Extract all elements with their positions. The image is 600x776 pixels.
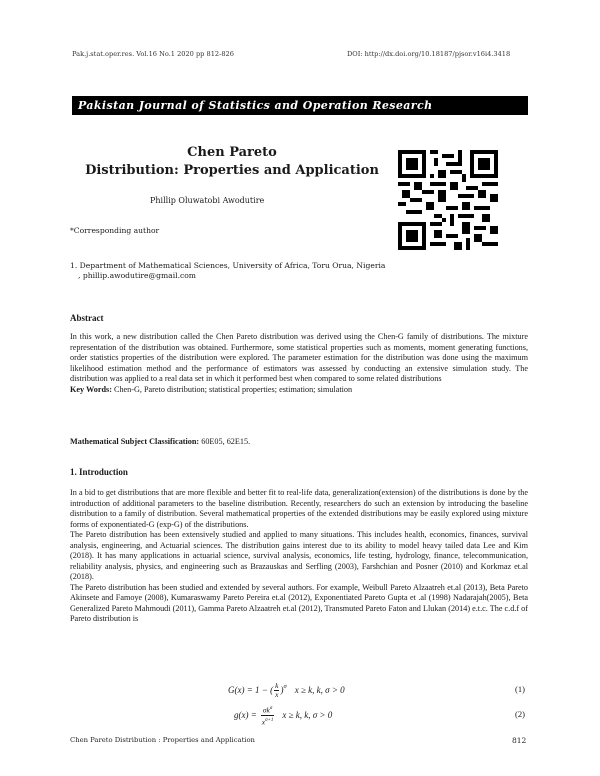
page-number: 812: [512, 736, 527, 745]
abstract-text: In this work, a new distribution called the Chen Pareto distribution was derived using the Chen-G family of distributions. The mixture representation of the distribution was obtained. Furthermore, some statistical properties such as moments, moment generating functions, order statistics properties of the distribution were explored. The parameter estimation for the distribution was done using the maximum likelihood estimation method and the performance of estimators was assessed by conducting an extensive simulation study. The distribution was applied to a real data set in which it performed best when compared to some related distributions: [70, 332, 528, 383]
equation-2: [234, 703, 332, 727]
eq1-condition: x ≥ k, k, σ > 0: [294, 685, 345, 695]
introduction-heading: 1. Introduction: [70, 467, 128, 477]
equation-1: [228, 678, 345, 702]
keywords: [70, 385, 528, 396]
journal-banner: [72, 96, 528, 115]
paper-title: [42, 144, 422, 180]
title-line-1: Chen Pareto: [187, 145, 277, 160]
author-email[interactable]: , phillip.awodutire@gmail.com: [78, 271, 197, 280]
msc-label: Mathematical Subject Classification:: [70, 437, 200, 446]
eq2-den-power: σ+1: [265, 717, 274, 723]
abstract-heading: Abstract: [70, 313, 104, 323]
eq2-condition: x ≥ k, k, σ > 0: [282, 710, 333, 720]
eq1-fraction: [274, 682, 279, 699]
keywords-text: Chen-G, Pareto distribution; statistical properties; estimation; simulation: [113, 384, 353, 394]
equation-1-number: (1): [515, 684, 525, 694]
eq1-denominator: x: [275, 689, 279, 699]
eq2-num-base: σk: [262, 705, 270, 715]
intro-paragraph-3: The Pareto distribution has been studied and extended by several authors. For example, Weibull Pareto Alzaatreh et.al (2013), Beta Pareto Akinsete and Famoye (2008), Kumaraswamy Pareto Pereira et.al (2012), Exponentiated Pareto Gupta et .al (1998) Nadarajah(2005), Beta Generalized Pareto Mahmoudi (2011), Gamma Pareto Alzaatreh et.al (2012), Transmuted Pareto Faton and Llukan (2014) e.t.c. The c.d.f of Pareto distribution is: [70, 582, 528, 623]
equation-2-number: (2): [515, 709, 525, 719]
eq2-fraction: [261, 704, 275, 726]
introduction-body: [70, 488, 528, 625]
affiliation-line: 1. Department of Mathematical Sciences, University of Africa, Toru Orua, Nigeria: [70, 261, 386, 270]
eq2-numerator: [261, 704, 275, 716]
eq1-rhs: ): [280, 685, 284, 695]
qr-code-icon: [398, 150, 498, 250]
corresponding-author-note: *Corresponding author: [70, 226, 160, 235]
journal-reference: Pak.j.stat.oper.res. Vol.16 No.1 2020 pp 812-826: [72, 50, 234, 58]
eq1-numerator: k: [275, 680, 279, 690]
msc-classification: [70, 437, 528, 448]
eq2-den-base: x: [261, 717, 266, 726]
doi-link[interactable]: DOI: http://dx.doi.org/10.18187/pjsor.v16i4.3418: [347, 50, 511, 58]
keywords-label: Key Words:: [70, 384, 112, 394]
title-line-2: Distribution: Properties and Application: [85, 163, 379, 178]
eq2-lhs: g(x) =: [234, 710, 257, 720]
eq2-denominator: [262, 716, 274, 727]
intro-paragraph-2: The Pareto distribution has been extensively studied and applied to many situations. This includes health, economics, finances, survival analysis, engineering, and Actuarial sciences. The distribution gains interest due to its ability to model heavy tailed data Lee and Kim (2018). It has many applications in actuarial science, survival analysis, economics, life testing, hydrology, finance, telecommunication, reliability analysis, physics, and engineering such as Brazauskas and Serfling (2003), Farshchian and Posner (2010) and Korkmaz et.al (2018).: [70, 530, 528, 581]
eq1-power: σ: [283, 682, 287, 690]
intro-paragraph-1: In a bid to get distributions that are more flexible and better fit to real-life data, generalization(extension) of the distributions is done by the introduction of additional parameters to the baseline distribution. Recently, researchers do such an extension by introducing the baseline distribution to a family of distribution. Several mathematical properties of the extended distributions may be easily explored using mixture forms of exponentiated-G (exp-G) of the distributions.: [70, 488, 528, 529]
author-name: Phillip Oluwatobi Awodutire: [150, 196, 265, 205]
msc-codes: 60E05, 62E15.: [201, 437, 251, 446]
journal-name: Pakistan Journal of Statistics and Operation Research: [78, 99, 433, 112]
eq1-lhs: G(x) = 1 − (: [228, 685, 274, 695]
running-title: Chen Pareto Distribution : Properties and Application: [70, 736, 255, 744]
abstract-body: [70, 332, 528, 395]
eq2-num-power: σ: [269, 706, 273, 711]
